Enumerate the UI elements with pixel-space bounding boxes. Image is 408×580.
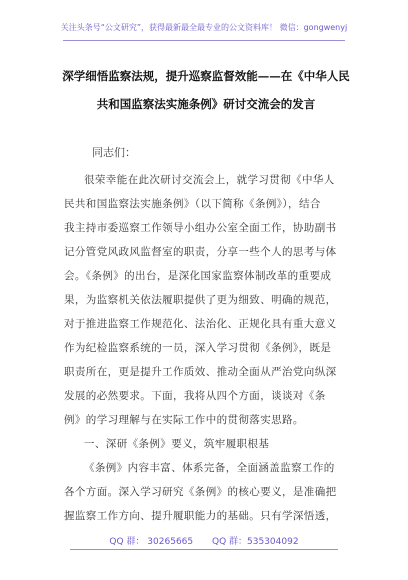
page-footer [0,534,408,547]
document-title-line-1: 深学细悟监察法规，提升巡察监督效能——在《中华人民 [62,69,350,83]
footer-divider [70,549,338,550]
body-line: 我主持市委巡察工作领导小组办公室全面工作，协助副书 [64,222,337,234]
body-line: 发展的必然要求。下面，我将从四个方面，谈谈对《条 [64,390,326,402]
section-heading-1: 一、深研《条例》要义，筑牢履职根基 [84,438,270,450]
footer-qq-group-1: QQ 群： 30265665 [109,537,194,547]
body-line: 职责所在，更是提升工作质效、推动全面从严治党向纵深 [64,366,337,378]
body-line: 例》的学习理解与在实际工作中的贯彻落实思路。 [64,414,304,426]
document-title-line-2: 共和国监察法实施条例》研讨交流会的发言 [96,97,316,111]
body-line: 握监察工作方向、提升履职能力的基础。只有学深悟透， [64,510,337,522]
salutation: 同志们： [92,146,136,159]
body-line: 对于推进监察工作规范化、法治化、正规化具有重大意义 [64,318,337,330]
body-line: 果，为监察机关依法履职提供了更为细致、明确的规范， [64,294,337,306]
body-line: 很荣幸能在此次研讨交流会上，就学习贯彻《中华人 [84,174,335,186]
body-line: 《条例》内容丰富、体系完备，全面涵盖监察工作的 [84,462,335,474]
body-line: 各个方面。深入学习研究《条例》的核心要义，是准确把 [64,486,337,498]
body-line: 记分管党风政风监督室的职责，分享一些个人的思考与体 [64,246,337,258]
body-line: 民共和国监察法实施条例》（以下简称《条例》），结合 [64,198,321,210]
page-header-banner: 关注头条号“公文研究”，获得最新最全最专业的公文资料库！ 微信：gongwenyj [60,23,348,32]
footer-qq-group-2: QQ 群：535304092 [212,537,299,547]
header-divider [63,40,345,41]
body-line: 作为纪检监察系统的一员，深入学习贯彻《条例》，既是 [64,342,332,354]
body-line: 会。《条例》的出台，是深化国家监察体制改革的重要成 [64,270,332,282]
